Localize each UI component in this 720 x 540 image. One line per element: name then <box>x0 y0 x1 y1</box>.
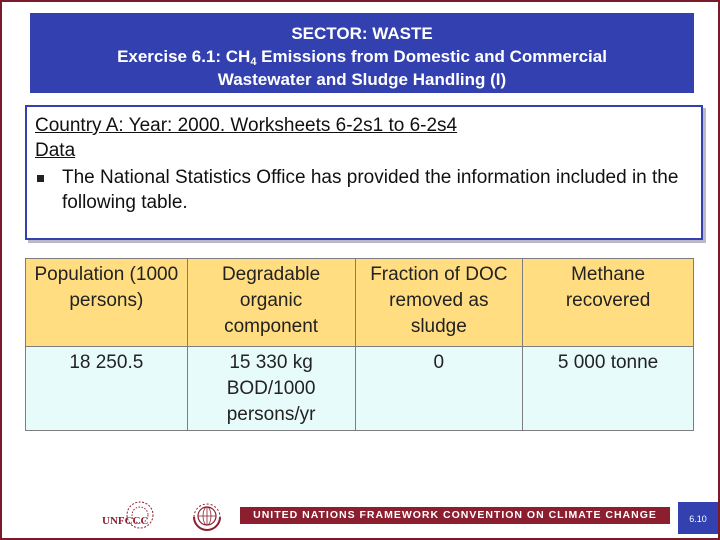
header-cell-degradable: Degradable organic component <box>187 259 355 347</box>
title-line-3: Wastewater and Sludge Handling (I) <box>217 70 507 89</box>
unfccc-banner: UNITED NATIONS FRAMEWORK CONVENTION ON CLIMATE CHANGE <box>240 507 670 524</box>
header-cell-fraction: Fraction of DOC removed as sludge <box>355 259 523 347</box>
table-header-row <box>26 259 694 347</box>
value-cell-population: 18 250.5 <box>26 347 188 431</box>
footer <box>2 496 718 538</box>
title-line-2-start: Exercise 6.1: CH <box>117 47 251 66</box>
bullet-item <box>35 165 693 215</box>
value-cell-methane: 5 000 tonne <box>523 347 694 431</box>
slide-title <box>30 13 694 93</box>
title-subscript: 4 <box>250 56 257 68</box>
square-bullet-icon <box>37 175 44 182</box>
value-cell-degradable: 15 330 kg BOD/1000 persons/yr <box>187 347 355 431</box>
intro-heading: Country A: Year: 2000. Worksheets 6-2s1 to 6-2s4 <box>35 115 458 136</box>
value-cell-fraction: 0 <box>355 347 523 431</box>
intro-data-label: Data <box>35 140 76 161</box>
table-row <box>26 347 694 431</box>
data-table <box>25 258 694 431</box>
intro-box <box>25 105 703 240</box>
title-line-1: SECTOR: WASTE <box>291 24 433 43</box>
slide-number: 6.10 <box>678 502 718 534</box>
unfccc-logo <box>102 498 160 536</box>
title-line-2 <box>30 45 694 68</box>
title-line-2-end: Emissions from Domestic and Commercial <box>256 47 607 66</box>
header-cell-population: Population (1000 persons) <box>26 259 188 347</box>
un-emblem-icon <box>188 498 226 536</box>
bullet-text: The National Statistics Office has provided the information included in the following table. <box>62 167 679 213</box>
logo-text: UNFCCC <box>102 515 149 527</box>
header-cell-methane: Methane recovered <box>523 259 694 347</box>
